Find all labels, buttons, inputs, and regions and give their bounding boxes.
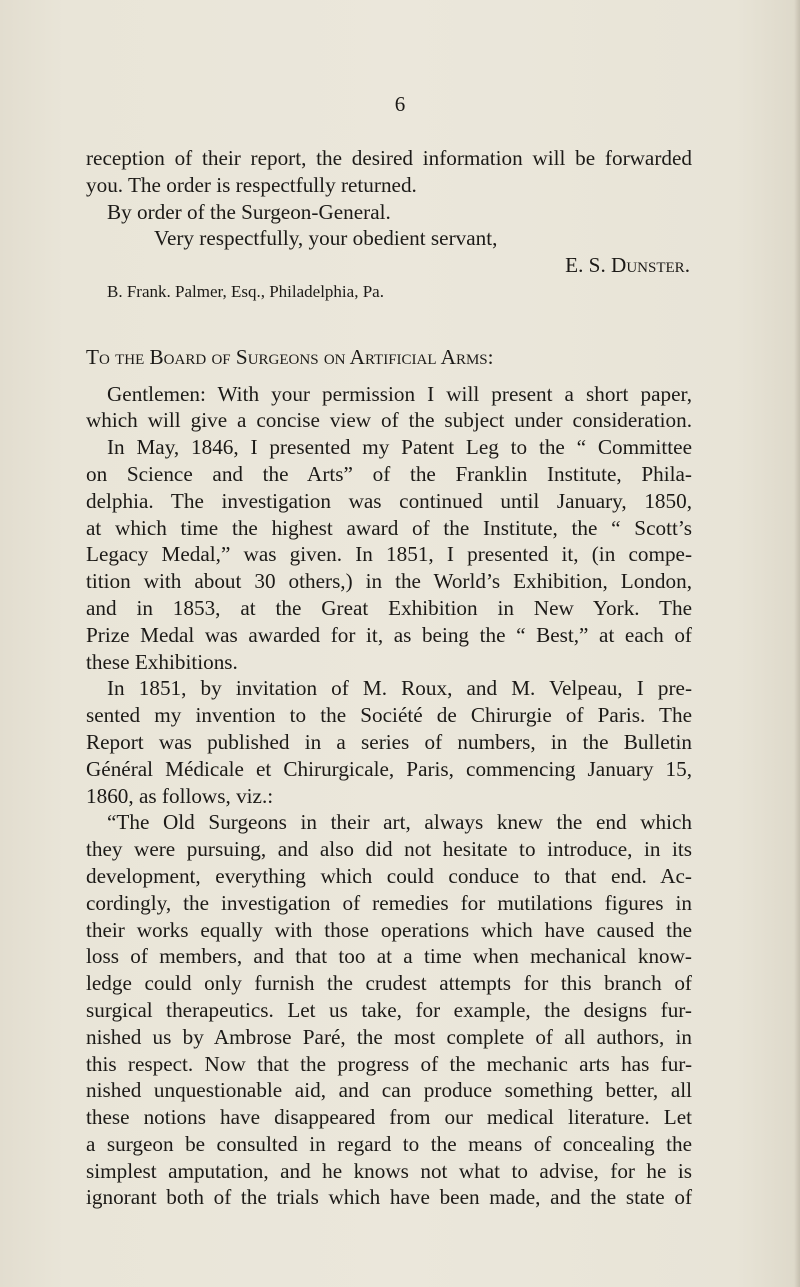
essay-line: Legacy Medal,” was given. In 1851, I presented it, (in compe- xyxy=(86,542,692,567)
letter-line-2: you. The order is respectfully returned. xyxy=(86,172,417,197)
letter-signature: E. S. Dunster. xyxy=(565,253,690,278)
essay-line: In May, 1846, I presented my Patent Leg to the “ Committee xyxy=(107,435,692,460)
essay-line: 1860, as follows, viz.: xyxy=(86,783,274,808)
essay-line: these notions have disappeared from our medical literature. Let xyxy=(86,1105,692,1130)
essay-line: nished unquestionable aid, and can produce something better, all xyxy=(86,1078,692,1103)
essay-line: Gentlemen: With your permission I will present a short paper, xyxy=(107,381,692,406)
page-text xyxy=(86,145,692,1211)
section-gap xyxy=(86,306,692,344)
essay-line: surgical therapeutics. Let us take, for example, the designs fur- xyxy=(86,997,692,1022)
essay-line: Général Médicale et Chirurgicale, Paris, commencing January 15, xyxy=(86,756,692,781)
essay-line: development, everything which could conduce to that end. Ac- xyxy=(86,863,692,888)
essay-line: Prize Medal was awarded for it, as being the “ Best,” at each of xyxy=(86,622,692,647)
essay-line: ledge could only furnish the crudest attempts for this branch of xyxy=(86,971,692,996)
page-edge-shadow xyxy=(794,0,800,1287)
essay-line: Report was published in a series of numbers, in the Bulletin xyxy=(86,729,692,754)
essay-line: these Exhibitions. xyxy=(86,649,238,674)
essay-line: In 1851, by invitation of M. Roux, and M. Velpeau, I pre- xyxy=(107,676,692,701)
letter-line-3: By order of the Surgeon-General. xyxy=(107,199,391,224)
essay-line: delphia. The investigation was continued until January, 1850, xyxy=(86,488,692,513)
page-number: 6 xyxy=(394,92,406,116)
essay-line: on Science and the Arts” of the Franklin Institute, Phila- xyxy=(86,461,692,486)
essay-line: sented my invention to the Société de Chirurgie of Paris. The xyxy=(86,703,692,728)
essay-line: this respect. Now that the progress of the mechanic arts has fur- xyxy=(86,1051,692,1076)
essay-line: which will give a concise view of the subject under consideration. xyxy=(86,408,692,433)
heading-gap xyxy=(86,371,692,381)
essay-line: and in 1853, at the Great Exhibition in New York. The xyxy=(86,595,692,620)
essay-line: “The Old Surgeons in their art, always knew the end which xyxy=(107,810,692,835)
essay-line: they were pursuing, and also did not hesitate to introduce, in its xyxy=(86,837,692,862)
essay-line: cordingly, the investigation of remedies for mutilations figures in xyxy=(86,890,692,915)
letter-closing: Very respectfully, your obedient servant, xyxy=(154,226,498,251)
essay-line: ignorant both of the trials which have been made, and the state of xyxy=(86,1185,692,1210)
essay-line: loss of members, and that too at a time when mechanical know- xyxy=(86,944,692,969)
essay-line: simplest amputation, and he knows not what to advise, for he is xyxy=(86,1158,692,1183)
essay-line: nished us by Ambrose Paré, the most complete of all authors, in xyxy=(86,1024,692,1049)
essay-line: tition with about 30 others,) in the World’s Exhibition, London, xyxy=(86,569,692,594)
essay-heading: To the Board of Surgeons on Artificial Arms: xyxy=(86,344,494,369)
essay-line: at which time the highest award of the Institute, the “ Scott’s xyxy=(86,515,692,540)
essay-line: a surgeon be consulted in regard to the means of concealing the xyxy=(86,1131,692,1156)
letter-line-1: reception of their report, the desired information will be forwarded xyxy=(86,146,692,170)
letter-addressee: B. Frank. Palmer, Esq., Philadelphia, Pa. xyxy=(107,281,384,301)
essay-line: their works equally with those operations which have caused the xyxy=(86,917,692,942)
